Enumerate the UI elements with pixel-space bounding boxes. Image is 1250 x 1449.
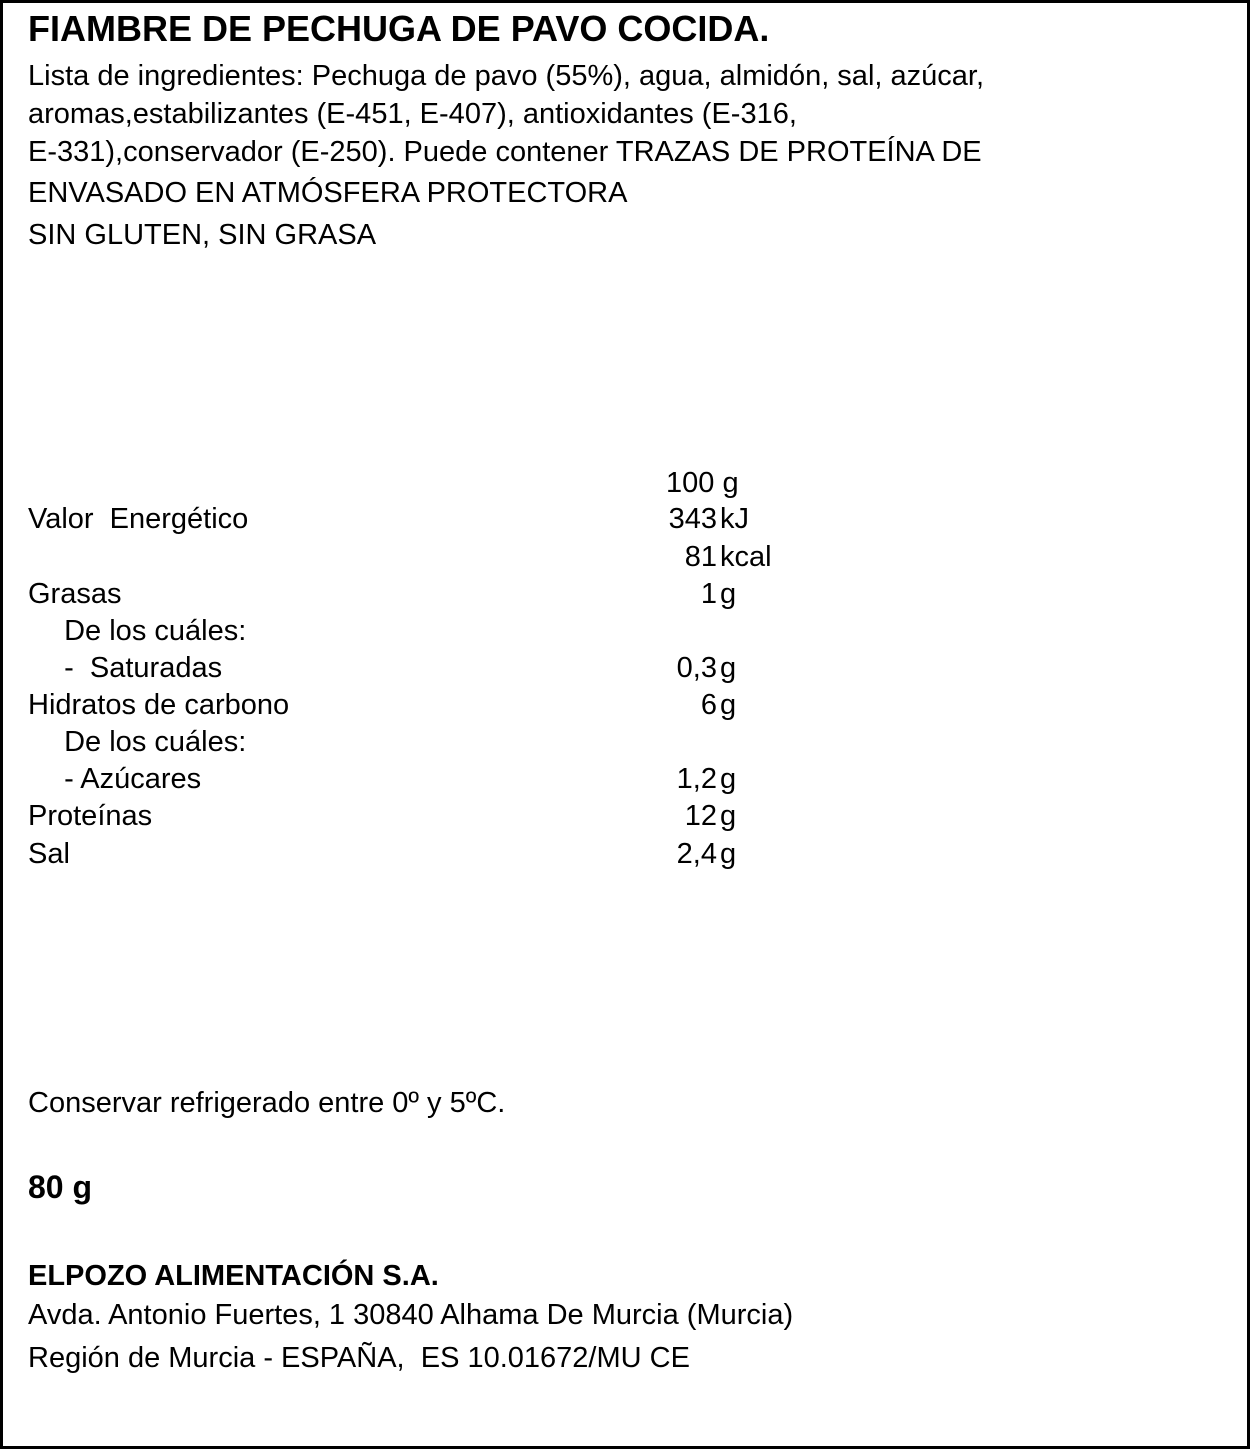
nutrition-row-label: Valor Energético xyxy=(28,503,249,535)
nutrition-row-value: 0,3 xyxy=(676,652,717,684)
nutrition-row-value: 1 xyxy=(700,578,717,610)
nutrition-sub-heading: De los cuáles: xyxy=(48,615,247,647)
nutrition-row-value: 343 xyxy=(668,503,717,535)
product-title: FIAMBRE DE PECHUGA DE PAVO COCIDA. xyxy=(28,8,770,49)
company-address: Avda. Antonio Fuertes, 1 30840 Alhama De Murcia (Murcia) xyxy=(28,1299,794,1331)
nutrition-row-unit: g xyxy=(720,578,737,610)
nutrition-row-value: 1,2 xyxy=(676,763,717,795)
nutrition-header: 100 g xyxy=(666,467,739,499)
nutrition-row-label: Grasas xyxy=(28,578,122,610)
ingredients-line-1: Lista de ingredientes: Pechuga de pavo (55%), agua, almidón, sal, azúcar, xyxy=(28,60,984,92)
nutrition-row-value: 2,4 xyxy=(676,838,717,870)
company-registration: Región de Murcia - ESPAÑA, ES 10.01672/MU CE xyxy=(28,1342,690,1374)
nutrition-row-value: 81 xyxy=(684,541,717,573)
nutrition-row-unit: g xyxy=(720,800,737,832)
nutrition-row-value: 6 xyxy=(700,689,717,721)
company-name: ELPOZO ALIMENTACIÓN S.A. xyxy=(28,1260,439,1292)
nutrition-row-value: 12 xyxy=(684,800,717,832)
storage-instructions: Conservar refrigerado entre 0º y 5ºC. xyxy=(28,1087,506,1119)
nutrition-row-unit: g xyxy=(720,763,737,795)
net-weight: 80 g xyxy=(28,1169,93,1205)
nutrition-sub-heading: De los cuáles: xyxy=(48,726,247,758)
nutrition-row-label: Hidratos de carbono xyxy=(28,689,290,721)
ingredients-line-3: E-331),conservador (E-250). Puede contener TRAZAS DE PROTEÍNA DE xyxy=(28,136,982,168)
ingredients-line-2: aromas,estabilizantes (E-451, E-407), antioxidantes (E-316, xyxy=(28,98,797,130)
nutrition-row-unit: kcal xyxy=(720,541,772,573)
nutrition-row-label: Proteínas xyxy=(28,800,153,832)
nutrition-row-unit: g xyxy=(720,689,737,721)
packaging-note: ENVASADO EN ATMÓSFERA PROTECTORA xyxy=(28,177,628,209)
nutrition-row-unit: g xyxy=(720,652,737,684)
nutrition-row-label: - Azúcares xyxy=(48,763,202,795)
nutrition-row-label: Sal xyxy=(28,838,70,870)
allergen-note: SIN GLUTEN, SIN GRASA xyxy=(28,219,377,251)
nutrition-row-unit: g xyxy=(720,838,737,870)
nutrition-row-unit: kJ xyxy=(720,503,749,535)
nutrition-row-label: - Saturadas xyxy=(48,652,223,684)
